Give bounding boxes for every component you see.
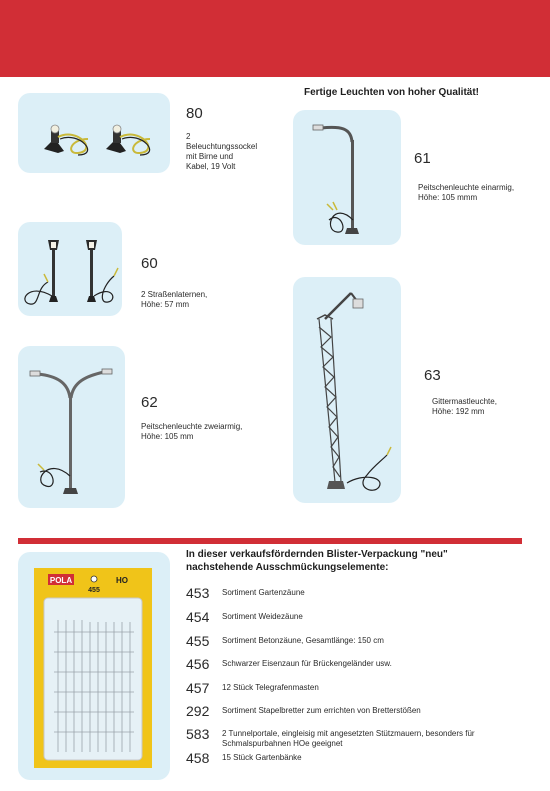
item-text: 12 Stück Telegrafenmasten: [222, 683, 319, 692]
blister-brand: POLA: [49, 576, 73, 585]
item-code: 458: [186, 750, 210, 766]
product-tile-61: [293, 110, 401, 245]
item-text: Sortiment Betonzäune, Gesamtlänge: 150 cm: [222, 636, 384, 645]
item-code: 455: [186, 633, 210, 649]
product-description: Peitschenleuchte einarmig, Höhe: 105 mmm: [418, 183, 515, 202]
item-text: Sortiment Weidezäune: [222, 612, 303, 621]
item-code: 454: [186, 609, 210, 625]
blister-scale: HO: [116, 576, 128, 585]
product-description: 2 Beleuchtungssockel mit Birne und Kabel, 19 Volt: [186, 132, 258, 171]
item-text: Sortiment Gartenzäune: [222, 588, 305, 597]
section-divider: [18, 538, 522, 544]
product-tile-63: [293, 277, 401, 503]
item-code: 292: [186, 703, 210, 719]
item-code: 457: [186, 680, 210, 696]
top-red-band: [0, 0, 550, 77]
product-tile-80: [18, 93, 170, 173]
product-number: 60: [141, 255, 158, 272]
item-text: Schwarzer Eisenzaun für Brückengeländer usw.: [222, 659, 392, 668]
blister-pack-image: [18, 552, 170, 780]
page-headline: Fertige Leuchten von hoher Qualität!: [304, 87, 480, 98]
item-text: Sortiment Stapelbretter zum errichten von Bretterstößen: [222, 706, 421, 715]
item-code: 583: [186, 726, 210, 742]
street-lanterns-image: [18, 222, 122, 316]
double-arm-street-lamp-image: [18, 346, 125, 508]
item-text: 2 Tunnelportale, eingleisig mit angesetzten Stützmauern, besonders für Schmalspurbahnen HOe geeignet: [222, 729, 475, 748]
item-code: 453: [186, 585, 210, 601]
item-text: 15 Stück Gartenbänke: [222, 753, 302, 762]
product-number: 63: [424, 367, 441, 384]
lattice-mast-lamp-image: [293, 277, 401, 503]
lamp-socket-image: [18, 93, 170, 173]
product-number: 80: [186, 105, 203, 122]
single-arm-street-lamp-image: [293, 110, 401, 245]
blister-tile: [18, 552, 170, 780]
product-number: 61: [414, 150, 431, 167]
product-tile-60: [18, 222, 122, 316]
product-description: 2 Straßenlaternen, Höhe: 57 mm: [141, 290, 208, 309]
blister-heading: In dieser verkaufsfördernden Blister-Verpackung "neu" nachstehende Ausschmückungselemente:: [186, 549, 448, 573]
product-tile-62: [18, 346, 125, 508]
product-description: Gittermastleuchte, Höhe: 192 mm: [432, 397, 497, 416]
item-code: 456: [186, 656, 210, 672]
product-description: Peitschenleuchte zweiarmig, Höhe: 105 mm: [141, 422, 243, 441]
blister-pack-number: 455: [88, 587, 100, 594]
product-number: 62: [141, 394, 158, 411]
